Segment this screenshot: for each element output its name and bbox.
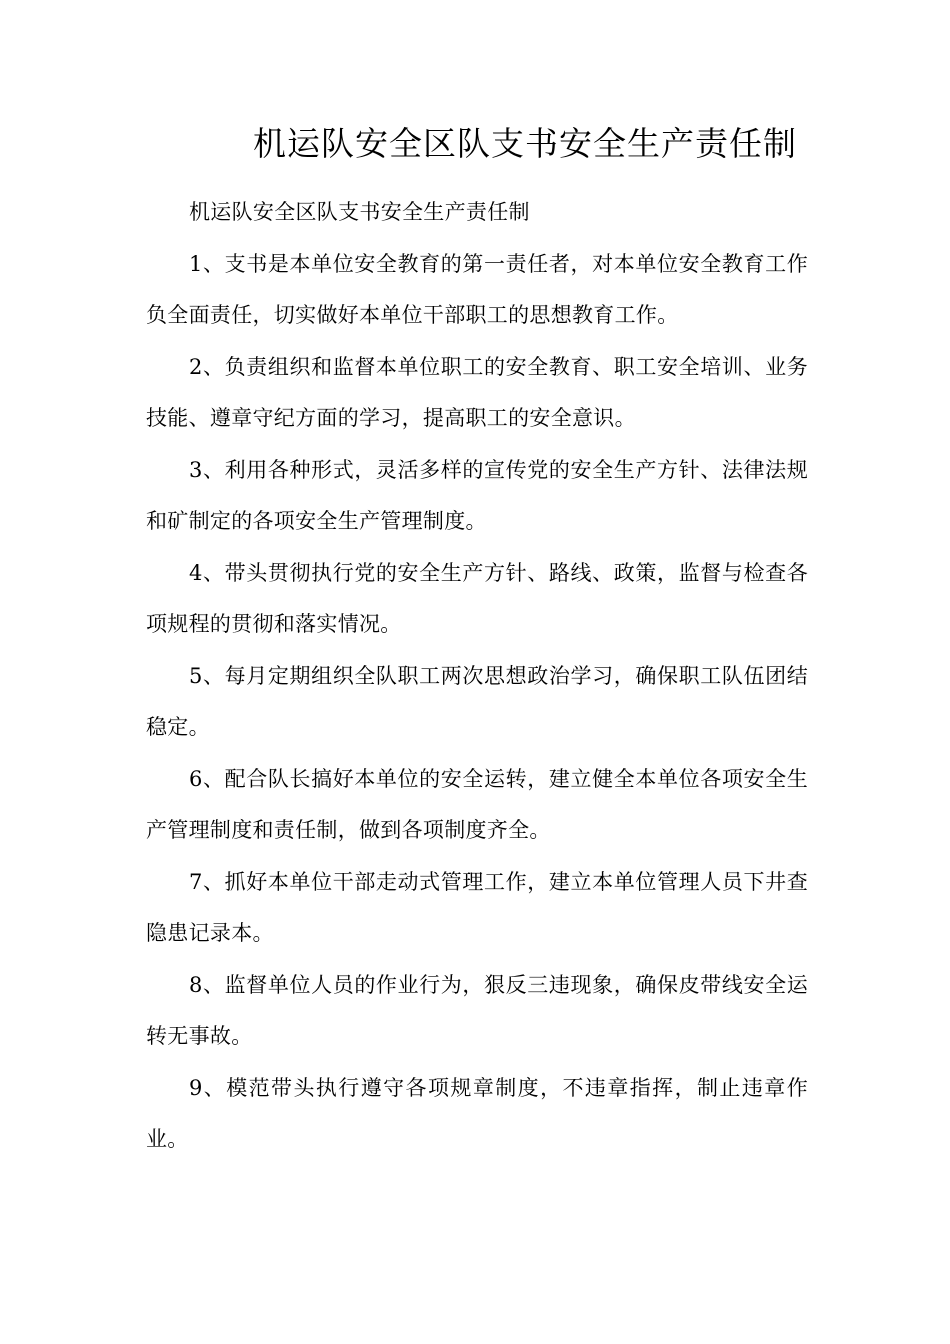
document-body [146, 187, 808, 1166]
responsibility-item-7: 7、抓好本单位干部走动式管理工作，建立本单位管理人员下井查隐患记录本。 [146, 869, 808, 945]
document-subtitle: 机运队安全区队支书安全生产责任制 [189, 200, 530, 224]
responsibility-item-8: 8、监督单位人员的作业行为，狠反三违现象，确保皮带线安全运转无事故。 [146, 972, 808, 1048]
responsibility-item-9: 9、模范带头执行遵守各项规章制度，不违章指挥，制止违章作业。 [146, 1075, 808, 1151]
responsibility-item-3: 3、利用各种形式，灵活多样的宣传党的安全生产方针、法律法规和矿制定的各项安全生产管理制度。 [146, 457, 808, 533]
responsibility-item-2: 2、负责组织和监督本单位职工的安全教育、职工安全培训、业务技能、遵章守纪方面的学习，提高职工的安全意识。 [146, 354, 808, 430]
document-title: 机运队安全区队支书安全生产责任制 [253, 124, 797, 163]
responsibility-item-6: 6、配合队长搞好本单位的安全运转，建立健全本单位各项安全生产管理制度和责任制，做到各项制度齐全。 [146, 766, 808, 842]
responsibility-item-1: 1、支书是本单位安全教育的第一责任者，对本单位安全教育工作负全面责任，切实做好本单位干部职工的思想教育工作。 [146, 251, 808, 327]
responsibility-item-4: 4、带头贯彻执行党的安全生产方针、路线、政策，监督与检查各项规程的贯彻和落实情况。 [146, 560, 808, 636]
responsibility-item-5: 5、每月定期组织全队职工两次思想政治学习，确保职工队伍团结稳定。 [146, 663, 808, 739]
